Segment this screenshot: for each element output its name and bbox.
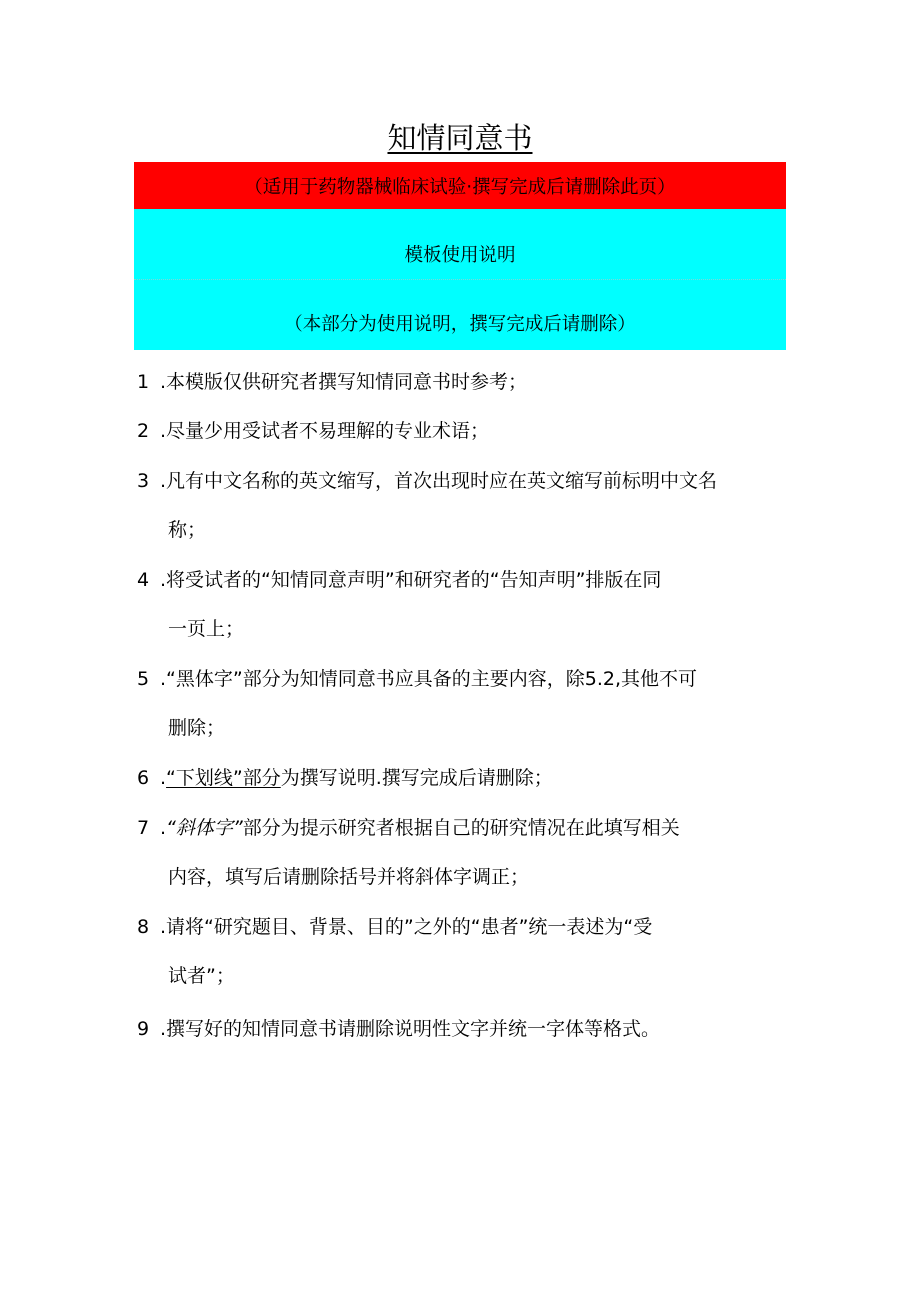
item-number: 1 [137, 371, 150, 393]
item-text-prefix: . [160, 817, 167, 839]
item-text: .“黑体字”部分为知情同意书应具备的主要内容，除5.2,其他不可 [160, 668, 697, 690]
red-banner [134, 162, 786, 209]
item-text-prefix: . [160, 767, 167, 789]
cyan-banner-heading: 模板使用说明 [404, 245, 516, 266]
item-number: 9 [137, 1018, 150, 1040]
item-number: 4 [137, 569, 150, 591]
item-text: .撰写好的知情同意书请删除说明性文字并统一字体等格式。 [160, 1018, 661, 1040]
item-text: .将受试者的“知情同意声明”和研究者的“告知声明”排版在同 [160, 569, 662, 591]
cyan-banner-note: （本部分为使用说明，撰写完成后请删除） [284, 314, 636, 335]
item-text-continuation: 一页上； [168, 618, 245, 640]
item-text-continuation: 内容，填写后请删除括号并将斜体字调正； [168, 866, 530, 888]
item-text: .尽量少用受试者不易理解的专业术语； [160, 420, 490, 442]
item-text-suffix: 为撰写说明.撰写完成后请删除； [280, 767, 553, 789]
item-number: 3 [137, 470, 150, 492]
item-number: 8 [137, 916, 150, 938]
item-text: .本模版仅供研究者撰写知情同意书时参考； [160, 371, 528, 393]
red-banner-text: （适用于药物器械临床试验·撰写完成后请删除此页） [244, 176, 676, 198]
cyan-banner-divider [134, 279, 786, 280]
item-text [160, 814, 680, 842]
item-text-continuation: 称； [168, 519, 207, 541]
item-text [160, 764, 553, 792]
item-number: 6 [137, 767, 150, 789]
item-number: 2 [137, 420, 150, 442]
item-text-suffix: 部分为提示研究者根据自己的研究情况在此填写相关 [242, 817, 680, 839]
page-title: 知情同意书 [387, 121, 533, 155]
item-text: .请将“研究题目、背景、目的”之外的“患者”统一表述为“受 [160, 916, 653, 938]
italic-text: “斜体字” [166, 817, 243, 839]
cyan-banner [134, 209, 786, 350]
underlined-text: “下划线”部分 [166, 767, 281, 789]
item-number: 5 [137, 668, 150, 690]
item-number: 7 [137, 817, 150, 839]
item-text-continuation: 试者”； [168, 965, 235, 987]
item-text-continuation: 删除； [168, 717, 226, 739]
item-text: .凡有中文名称的英文缩写，首次出现时应在英文缩写前标明中文名 [160, 470, 718, 492]
